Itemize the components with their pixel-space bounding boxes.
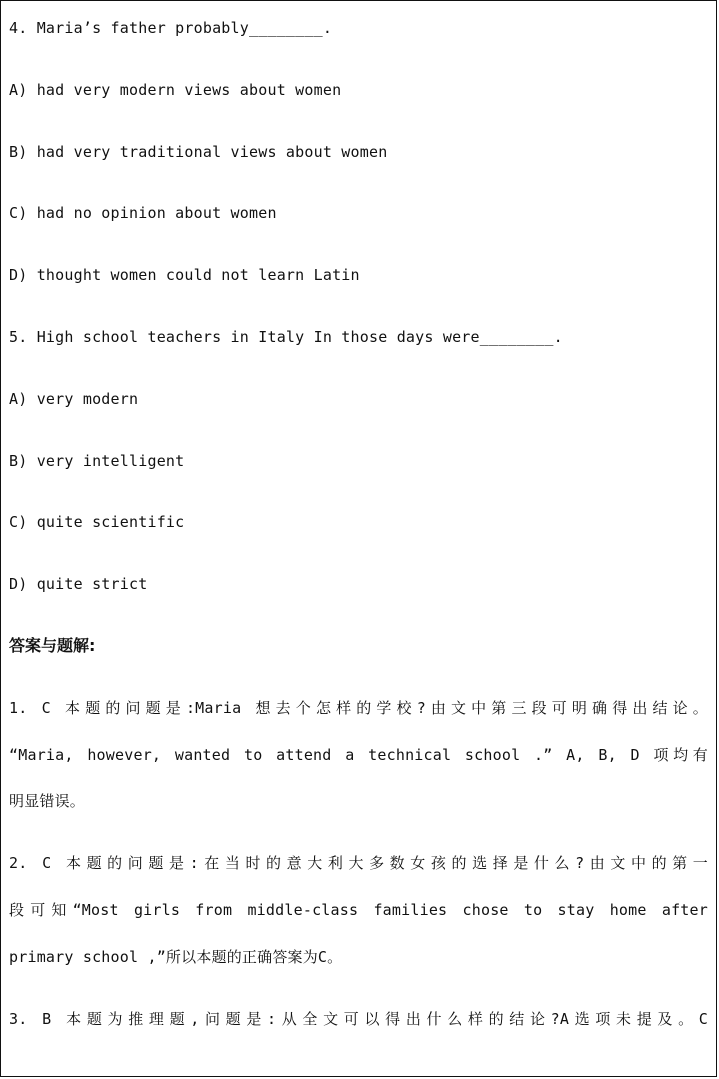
answer-1-line-2: “Maria, however, wanted to attend a technical school .” A, B, D 项均有 (9, 746, 708, 764)
question-5-stem: 5. High school teachers in Italy In those days were________. (9, 328, 563, 346)
question-4-option-a: A) had very modern views about women (9, 81, 342, 99)
question-5-option-d: D) quite strict (9, 575, 148, 593)
question-5-option-c: C) quite scientific (9, 513, 185, 531)
question-5-option-a: A) very modern (9, 390, 139, 408)
question-5-option-b: B) very intelligent (9, 452, 185, 470)
answers-heading: 答案与题解: (9, 636, 96, 655)
question-4-stem: 4. Maria’s father probably________. (9, 19, 333, 37)
question-4-option-d: D) thought women could not learn Latin (9, 266, 360, 284)
answer-2-line-2: 段可知“Most girls from middle-class families chose to stay home after (9, 901, 708, 919)
question-4-option-c: C) had no opinion about women (9, 204, 277, 222)
answer-1-line-1: 1. C 本题的问题是:Maria 想去个怎样的学校?由文中第三段可明确得出结论。 (9, 699, 708, 717)
answer-2-line-3: primary school ,”所以本题的正确答案为C。 (9, 948, 343, 966)
answer-1-line-3: 明显错误。 (9, 792, 86, 810)
answer-2-line-1: 2. C 本题的问题是:在当时的意大利大多数女孩的选择是什么?由文中的第一 (9, 854, 708, 872)
answer-3-line-1: 3. B 本题为推理题,问题是:从全文可以得出什么样的结论?A选项未提及。C (9, 1010, 708, 1028)
question-4-option-b: B) had very traditional views about women (9, 143, 388, 161)
